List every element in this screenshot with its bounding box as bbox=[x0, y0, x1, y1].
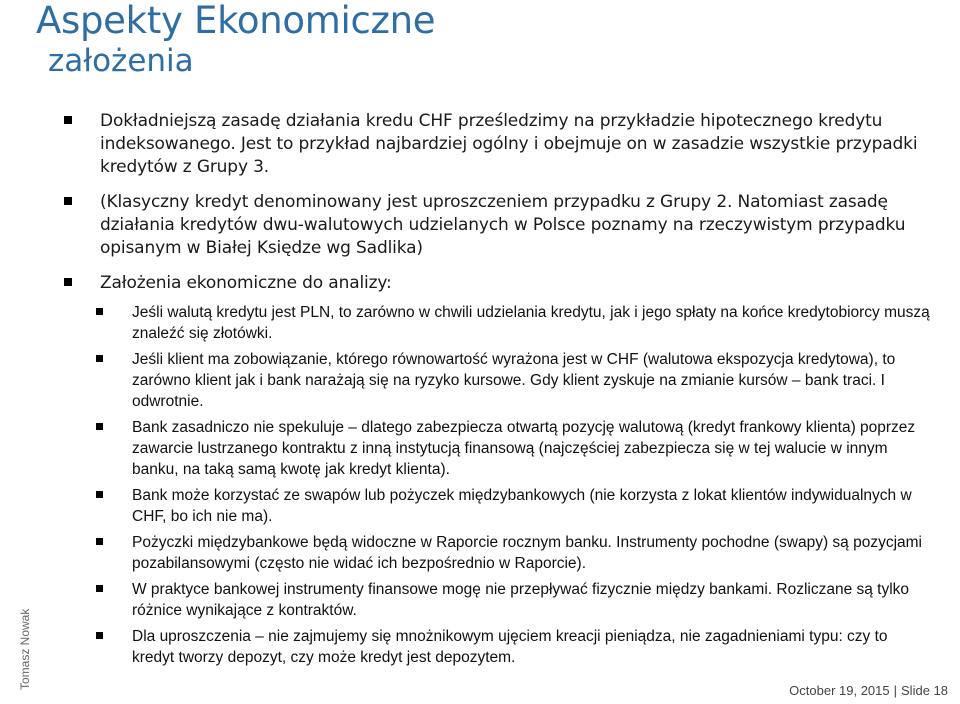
author-label: Tomasz Nowak bbox=[18, 608, 32, 690]
sub-bullet-text: W praktyce bankowej instrumenty finansowe mogę nie przepływać fizycznie między bankami. Rozliczane są tylko różnice wynikające z kontraktów. bbox=[132, 581, 910, 619]
square-bullet-icon bbox=[96, 538, 103, 545]
sub-bullet-item bbox=[96, 302, 934, 344]
square-bullet-icon bbox=[96, 355, 103, 362]
footer-date: October 19, 2015 bbox=[789, 683, 890, 698]
slide-subtitle: założenia bbox=[48, 43, 194, 79]
square-bullet-icon bbox=[96, 308, 103, 315]
square-bullet-icon bbox=[64, 116, 72, 124]
square-bullet-icon bbox=[64, 278, 72, 286]
sub-bullet-text: Bank może korzystać ze swapów lub pożyczek międzybankowych (nie korzysta z lokat klientów indywidualnych w CHF, bo ich nie ma). bbox=[132, 487, 912, 525]
slide-footer bbox=[789, 683, 948, 698]
sub-bullet-item bbox=[96, 626, 934, 668]
sub-bullet-text: Jeśli walutą kredytu jest PLN, to zarówno w chwili udzielania kredytu, jak i jego spłaty na końce kredytobiorcy muszą znaleźć się złotówki. bbox=[132, 304, 930, 342]
sub-bullet-item bbox=[96, 417, 934, 480]
sub-bullet-text: Pożyczki międzybankowe będą widoczne w Raporcie rocznym banku. Instrumenty pochodne (swapy) są pozycjami pozabilansowymi (często nie widać ich bezpośrednio w Raporcie). bbox=[132, 534, 923, 572]
bullet-item bbox=[64, 272, 934, 295]
bullet-item bbox=[64, 110, 934, 179]
bullet-text: Dokładniejszą zasadę działania kredu CHF prześledzimy na przykładzie hipotecznego kredytu indeksowanego. Jest to przykład najbardziej ogólny i obejmuje on w zasadzie wszystkie przypadki kredytów z Grupy 3. bbox=[100, 111, 918, 177]
sub-bullet-text: Jeśli klient ma zobowiązanie, którego równowartość wyrażona jest w CHF (walutowa ekspozycja kredytowa), to zarówno klient jak i bank narażają się na ryzyko kursowe. Gdy klient zyskuje na zmianie kursów – bank traci. I odwrotnie. bbox=[132, 351, 896, 410]
bullet-item bbox=[64, 191, 934, 260]
sub-bullet-item bbox=[96, 485, 934, 527]
bullet-text: (Klasyczny kredyt denominowany jest uproszczeniem przypadku z Grupy 2. Natomiast zasadę działania kredytów dwu-walutowych udzielanych w Polsce poznamy na rzeczywistym przypadku opisanym w Białej Księdze wg Sadlika) bbox=[100, 192, 906, 258]
sub-bullet-item bbox=[96, 349, 934, 412]
bullet-text: Założenia ekonomiczne do analizy: bbox=[100, 273, 392, 293]
square-bullet-icon bbox=[96, 491, 103, 498]
sub-bullet-text: Dla uproszczenia – nie zajmujemy się mnożnikowym ujęciem kreacji pieniądza, nie zagadnieniami typu: czy to kredyt tworzy depozyt, czy może kredyt jest depozytem. bbox=[132, 628, 888, 666]
square-bullet-icon bbox=[96, 585, 103, 592]
sub-bullet-text: Bank zasadniczo nie spekuluje – dlatego zabezpiecza otwartą pozycję walutową (kredyt frankowy klienta) poprzez zawarcie lustrzanego kontraktu z inną instytucją finansową (najczęściej zabezpiecza się w tej walucie w innym banku, na taką samą kwotę jak kredyt klienta). bbox=[132, 419, 916, 478]
slide-number: Slide 18 bbox=[901, 683, 948, 698]
square-bullet-icon bbox=[64, 197, 72, 205]
square-bullet-icon bbox=[96, 423, 103, 430]
slide-title: Aspekty Ekonomiczne bbox=[36, 0, 436, 42]
slide-content bbox=[64, 110, 934, 673]
sub-bullet-item bbox=[96, 532, 934, 574]
footer-separator: | bbox=[893, 683, 898, 698]
square-bullet-icon bbox=[96, 632, 103, 639]
sub-bullet-item bbox=[96, 579, 934, 621]
